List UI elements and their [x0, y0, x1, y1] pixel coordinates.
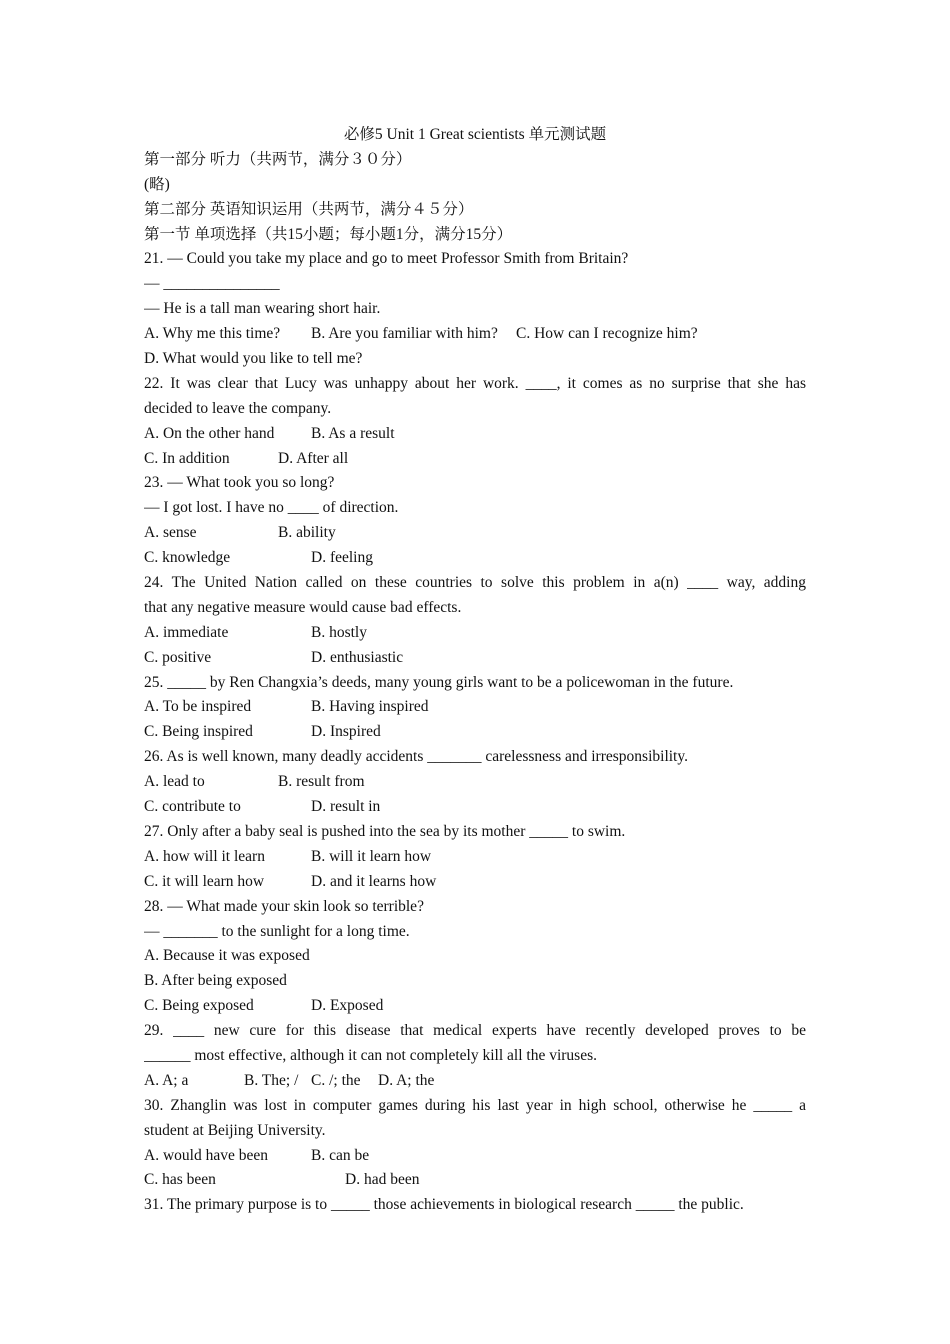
option-d: D. enthusiastic [311, 648, 404, 666]
option-c: C. contribute to [144, 798, 241, 816]
question-25-stem: 25. _____ by Ren Changxia’s deeds, many young girls want to be a policewoman in the future. [144, 673, 734, 691]
option-c: C. Being exposed [144, 997, 254, 1015]
question-31-stem: 31. The primary purpose is to _____ those achievements in biological research _____ the public. [144, 1196, 744, 1214]
question-28-reply: — _______ to the sunlight for a long time. [144, 922, 410, 940]
option-b: B. As a result [311, 424, 395, 442]
option-c: C. In addition [144, 449, 230, 467]
question-22-stem-cont: decided to leave the company. [144, 399, 332, 417]
option-c: C. positive [144, 648, 212, 666]
question-22-stem: 22. It was clear that Lucy was unhappy about her work. ____, it comes as no surprise that she has [144, 374, 806, 392]
option-d: D. and it learns how [311, 872, 437, 890]
option-c: C. knowledge [144, 549, 231, 567]
question-26-options-row2 [144, 795, 806, 820]
question-23-options-row2 [144, 546, 806, 571]
question-26-stem: 26. As is well known, many deadly accidents _______ carelessness and irresponsibility. [144, 748, 688, 766]
option-a: A. A; a [144, 1071, 189, 1089]
option-c: C. has been [144, 1171, 216, 1189]
option-d: D. After all [278, 449, 349, 467]
option-a: A. lead to [144, 773, 205, 791]
option-b: B. The; / [244, 1071, 299, 1089]
question-23-stem: 23. — What took you so long? [144, 474, 335, 492]
part1-note: (略) [144, 175, 170, 193]
question-23-reply: — I got lost. I have no ____ of direction. [144, 499, 399, 517]
question-22-options-row1 [144, 422, 806, 447]
option-b: B. result from [278, 773, 365, 791]
part1-heading: 第一部分 听力（共两节，满分３０分） [144, 150, 412, 168]
option-a: A. how will it learn [144, 847, 265, 865]
question-25-options-row1 [144, 695, 806, 720]
question-21-options-row1 [144, 322, 806, 347]
option-a: A. To be inspired [144, 698, 252, 716]
option-c: C. How can I recognize him? [516, 325, 698, 343]
question-22-options-row2 [144, 447, 806, 472]
question-29-options [144, 1069, 806, 1094]
section1-heading: 第一节 单项选择（共15小题；每小题1分，满分15分） [144, 225, 513, 243]
question-29-stem: 29. ____ new cure for this disease that medical experts have recently developed proves to be [144, 1022, 806, 1040]
question-23-options-row1 [144, 521, 806, 546]
option-d: D. had been [345, 1171, 420, 1189]
option-d: D. Inspired [311, 723, 381, 741]
option-d: D. What would you like to tell me? [144, 350, 363, 368]
question-21-reply: — He is a tall man wearing short hair. [144, 300, 381, 318]
question-28-options-row3 [144, 994, 806, 1019]
question-26-options-row1 [144, 770, 806, 795]
option-a: A. would have been [144, 1146, 268, 1164]
question-24-options-row1 [144, 621, 806, 646]
question-30-options-row1 [144, 1144, 806, 1169]
question-28-option-a: A. Because it was exposed [144, 947, 310, 965]
question-24-stem: 24. The United Nation called on these countries to solve this problem in a(n) ____ way, adding [144, 574, 806, 592]
option-a: A. On the other hand [144, 424, 275, 442]
question-28-option-b: B. After being exposed [144, 972, 287, 990]
option-b: B. ability [278, 524, 336, 542]
question-27-options-row1 [144, 845, 806, 870]
option-d: D. A; the [378, 1071, 435, 1089]
option-b: B. Are you familiar with him? [311, 325, 498, 343]
part2-heading: 第二部分 英语知识运用（共两节，满分４５分） [144, 200, 474, 218]
option-c: C. it will learn how [144, 872, 265, 890]
option-d: D. result in [311, 798, 381, 816]
option-b: B. hostly [311, 623, 367, 641]
question-24-stem-cont: that any negative measure would cause bad effects. [144, 598, 462, 616]
option-b: B. Having inspired [311, 698, 429, 716]
document-title: 必修5 Unit 1 Great scientists 单元测试题 [343, 126, 607, 143]
question-30-stem-cont: student at Beijing University. [144, 1121, 326, 1139]
question-21-options-row2 [144, 347, 806, 372]
question-30-stem: 30. Zhanglin was lost in computer games during his last year in high school, otherwise he _____ a [144, 1096, 806, 1114]
document-page [144, 123, 806, 1218]
question-27-options-row2 [144, 870, 806, 895]
question-24-options-row2 [144, 646, 806, 671]
question-21-blank: — _______________ [144, 275, 280, 293]
option-a: A. Why me this time? [144, 325, 281, 343]
option-d: D. feeling [311, 549, 373, 567]
option-a: A. sense [144, 524, 197, 542]
question-30-options-row2 [144, 1168, 806, 1193]
option-d: D. Exposed [311, 997, 384, 1015]
question-28-stem: 28. — What made your skin look so terrible? [144, 897, 424, 915]
option-c: C. /; the [311, 1071, 361, 1089]
option-b: B. can be [311, 1146, 370, 1164]
question-29-stem-cont: ______ most effective, although it can not completely kill all the viruses. [144, 1046, 597, 1064]
question-27-stem: 27. Only after a baby seal is pushed into the sea by its mother _____ to swim. [144, 822, 626, 840]
option-b: B. will it learn how [311, 847, 432, 865]
option-a: A. immediate [144, 623, 229, 641]
question-21-stem: 21. — Could you take my place and go to meet Professor Smith from Britain? [144, 250, 629, 268]
option-c: C. Being inspired [144, 723, 253, 741]
question-25-options-row2 [144, 720, 806, 745]
